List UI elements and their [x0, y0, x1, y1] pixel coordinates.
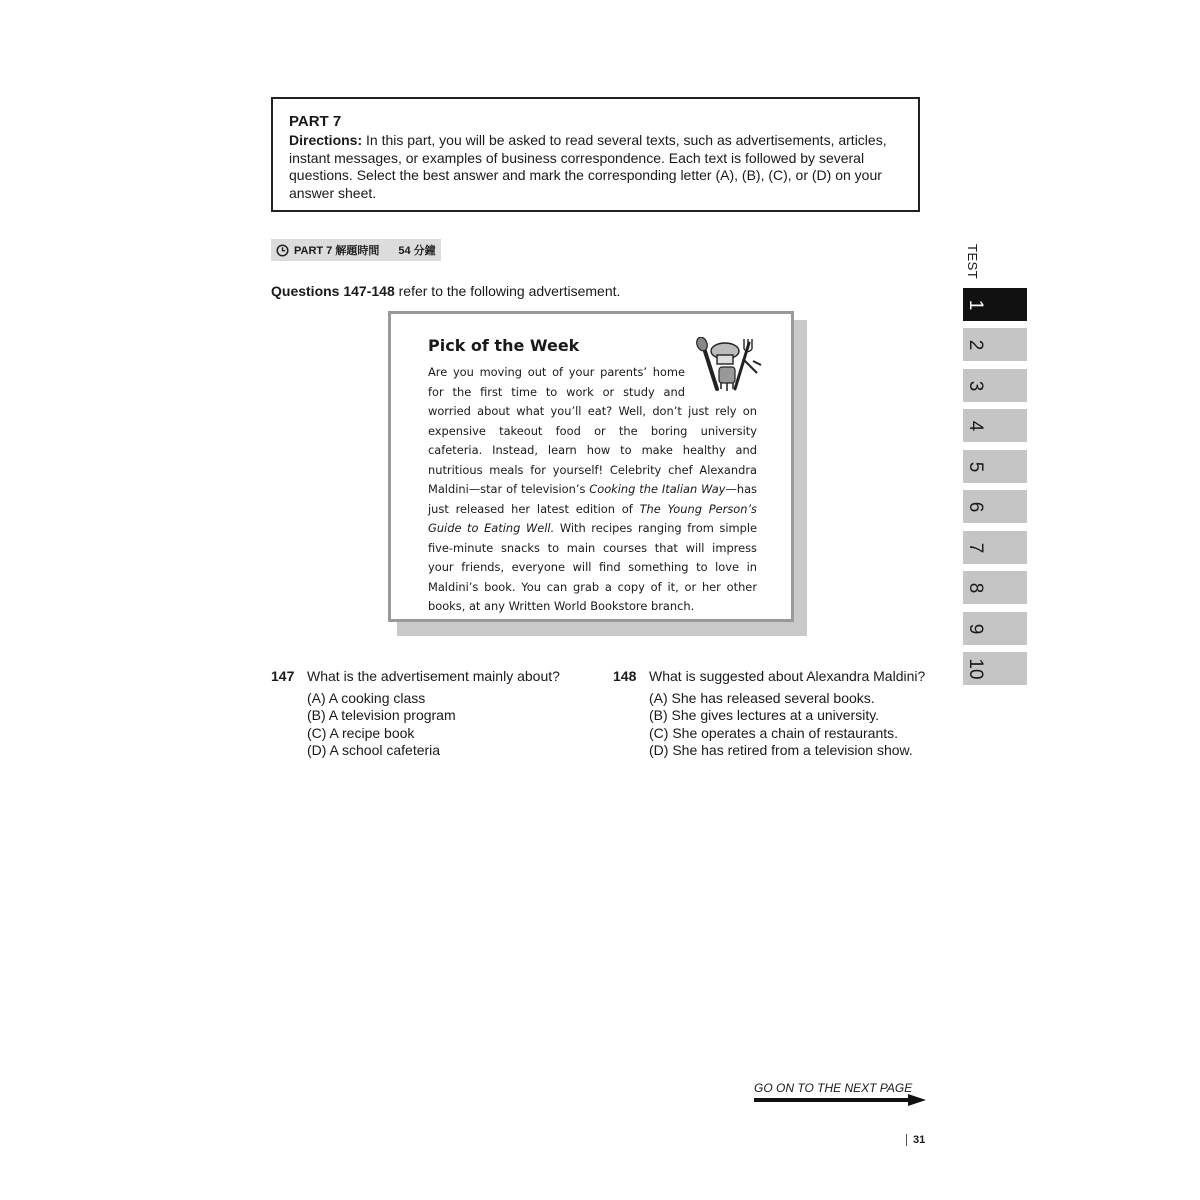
part-title: PART 7 — [289, 113, 342, 130]
ad-text-1: Are you moving out of your parents’ home for the first time to work or study and worried about what you’ll eat? Well, don’t just rely on expensive takeout food or the boring university cafeteria. Instead, learn how to make healthy and nutritious meals for yourself! Celebrity chef Alexandra Maldini—star of television’s — [428, 365, 757, 496]
arrow-right-icon — [754, 1094, 926, 1106]
option-a: (A) A cooking class — [307, 689, 426, 706]
ad-book-title: The Young Person’s Guide to Eating Well. — [428, 501, 757, 535]
ad-body — [428, 363, 757, 617]
test-tab-2[interactable]: 2 — [963, 328, 1027, 361]
directions-label: Directions: — [289, 132, 363, 148]
test-tab-1[interactable]: 1 — [963, 288, 1027, 321]
directions-body: In this part, you will be asked to read several texts, such as advertisements, articles, instant messages, or examples of business correspondence. Each text is followed by several questions. Select the best answer and mark the corresponding letter (A), (B), (C), or (D) on your answer sheet. — [289, 132, 887, 201]
go-next-label: GO ON TO THE NEXT PAGE — [754, 1081, 913, 1095]
question-number: 148 — [613, 668, 637, 684]
option-d: (D) She has retired from a television show. — [649, 742, 913, 758]
page-number — [906, 1134, 925, 1146]
page-number-text: 31 — [913, 1134, 926, 1146]
test-tab-10[interactable]: 10 — [963, 652, 1027, 685]
option-c: (C) She operates a chain of restaurants. — [649, 724, 899, 741]
chef-utensils-icon — [691, 337, 763, 393]
ad-text-2: —has just released her latest edition of — [428, 482, 757, 516]
timer-value: 54 分鐘 — [398, 245, 436, 257]
questions-range: Questions 147-148 — [271, 283, 395, 299]
option-b: (B) A television program — [307, 707, 456, 723]
test-tab-8[interactable]: 8 — [963, 571, 1027, 604]
option-a: (A) She has released several books. — [649, 689, 875, 706]
test-tab-6[interactable]: 6 — [963, 490, 1027, 523]
test-tab-5[interactable]: 5 — [963, 450, 1027, 483]
advertisement — [388, 311, 794, 622]
test-tab-4[interactable]: 4 — [963, 409, 1027, 442]
clock-icon — [276, 244, 289, 257]
questions-intro-text: refer to the following advertisement. — [394, 283, 621, 299]
test-label: TEST — [965, 244, 980, 280]
ad-text-3: With recipes ranging from simple five-minute snacks to main courses that will impress your friends, everyone will find something to love in Maldini’s book. You can grab a copy of it, or her other books, at any Written World Bookstore branch. — [428, 521, 757, 613]
ad-title: Pick of the Week — [428, 336, 580, 355]
test-tab-7[interactable]: 7 — [963, 531, 1027, 564]
question-number: 147 — [271, 668, 295, 684]
page-separator — [906, 1134, 907, 1146]
ad-show-title: Cooking the Italian Way — [589, 482, 726, 496]
question-text: What is the advertisement mainly about? — [307, 668, 560, 684]
option-d: (D) A school cafeteria — [307, 742, 441, 758]
timer-label: PART 7 解題時間 — [294, 245, 380, 257]
timer-bar — [271, 239, 441, 261]
directions-text — [289, 132, 902, 202]
directions-box — [271, 97, 920, 212]
questions-intro — [271, 283, 620, 299]
option-c: (C) A recipe book — [307, 724, 415, 741]
test-tab-9[interactable]: 9 — [963, 612, 1027, 645]
option-b: (B) She gives lectures at a university. — [649, 707, 880, 723]
question-147 — [271, 668, 560, 760]
question-148 — [613, 668, 925, 760]
question-text: What is suggested about Alexandra Maldini? — [649, 668, 926, 684]
test-tab-3[interactable]: 3 — [963, 369, 1027, 402]
